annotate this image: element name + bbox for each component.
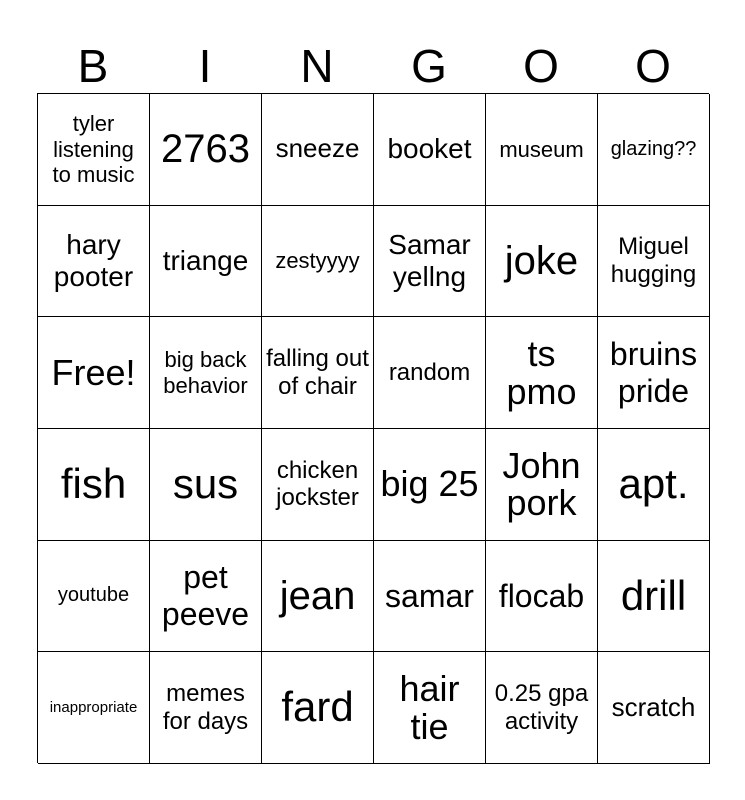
bingo-cell[interactable] [598,652,710,764]
bingo-cell[interactable] [262,206,374,318]
bingo-cell[interactable] [150,94,262,206]
cell-text: memes for days [162,680,249,735]
header-letter-2: I [198,40,212,92]
cell-text: inappropriate [49,698,138,716]
bingo-board [37,93,709,763]
header-letter-5: O [523,40,559,92]
bingo-cell[interactable] [150,317,262,429]
bingo-cell[interactable] [486,652,598,764]
cell-text: Free! [51,351,136,393]
bingo-cell[interactable] [150,429,262,541]
free-space-cell[interactable] [38,317,150,429]
cell-text: Samar yellng [388,228,471,292]
cell-text: tyler listening to music [52,111,135,187]
bingo-cell[interactable] [374,652,486,764]
cell-text: sneeze [275,133,360,164]
bingo-cell[interactable] [374,429,486,541]
cell-text: hary pooter [53,228,134,292]
cell-text: drill [620,571,687,619]
bingo-cell[interactable] [38,541,150,653]
cell-text: flocab [498,577,585,614]
bingo-cell[interactable] [262,317,374,429]
bingo-cell[interactable] [486,206,598,318]
bingo-cell[interactable] [150,206,262,318]
header-letter-3: N [300,40,334,92]
cell-text: random [388,358,471,386]
cell-text: 0.25 gpa activity [494,680,589,735]
bingo-cell[interactable] [262,94,374,206]
cell-text: scratch [611,691,696,722]
bingo-cell[interactable] [486,429,598,541]
bingo-cell[interactable] [374,317,486,429]
bingo-cell[interactable] [374,541,486,653]
header-letter-1: B [77,40,109,92]
bingo-cell[interactable] [598,206,710,318]
bingo-cell[interactable] [262,429,374,541]
header-letter-6: O [635,40,671,92]
cell-text: apt. [618,460,689,508]
bingo-cell[interactable] [38,206,150,318]
bingo-cell[interactable] [374,94,486,206]
cell-text: fish [60,460,127,508]
cell-text: chicken jockster [276,456,359,512]
cell-text: Miguel hugging [610,233,697,288]
bingo-cell[interactable] [38,429,150,541]
cell-text: sus [172,460,239,508]
bingo-cell[interactable] [486,94,598,206]
cell-text: ts pmo [506,332,577,412]
cell-text: pet peeve [161,559,250,632]
cell-text: John pork [502,444,581,524]
cell-text: zestyyyy [275,248,360,274]
cell-text: booket [387,133,472,165]
cell-text: hair tie [399,667,460,747]
cell-text: glazing?? [610,137,697,160]
bingo-cell[interactable] [38,94,150,206]
bingo-cell[interactable] [598,541,710,653]
cell-text: youtube [57,584,130,607]
bingo-cell[interactable] [150,541,262,653]
bingo-cell[interactable] [38,652,150,764]
bingo-cell[interactable] [598,94,710,206]
cell-text: museum [499,136,584,162]
bingo-cell[interactable] [374,206,486,318]
bingo-cell[interactable] [598,317,710,429]
bingo-cell[interactable] [262,652,374,764]
cell-text: joke [504,238,579,283]
cell-text: big back behavior [163,347,248,398]
header-letter-4: G [411,40,447,92]
cell-text: bruins pride [609,335,698,409]
cell-text: falling out of chair [266,345,369,400]
bingo-cell[interactable] [150,652,262,764]
cell-text: jean [279,573,356,618]
bingo-cell[interactable] [262,541,374,653]
cell-text: triange [162,244,249,276]
bingo-cell[interactable] [486,317,598,429]
bingo-header [37,38,709,94]
bingo-cell[interactable] [598,429,710,541]
cell-text: big 25 [380,463,479,505]
cell-text: fard [281,683,354,731]
cell-text: samar [385,577,474,614]
cell-text: 2763 [161,127,250,172]
bingo-cell[interactable] [486,541,598,653]
